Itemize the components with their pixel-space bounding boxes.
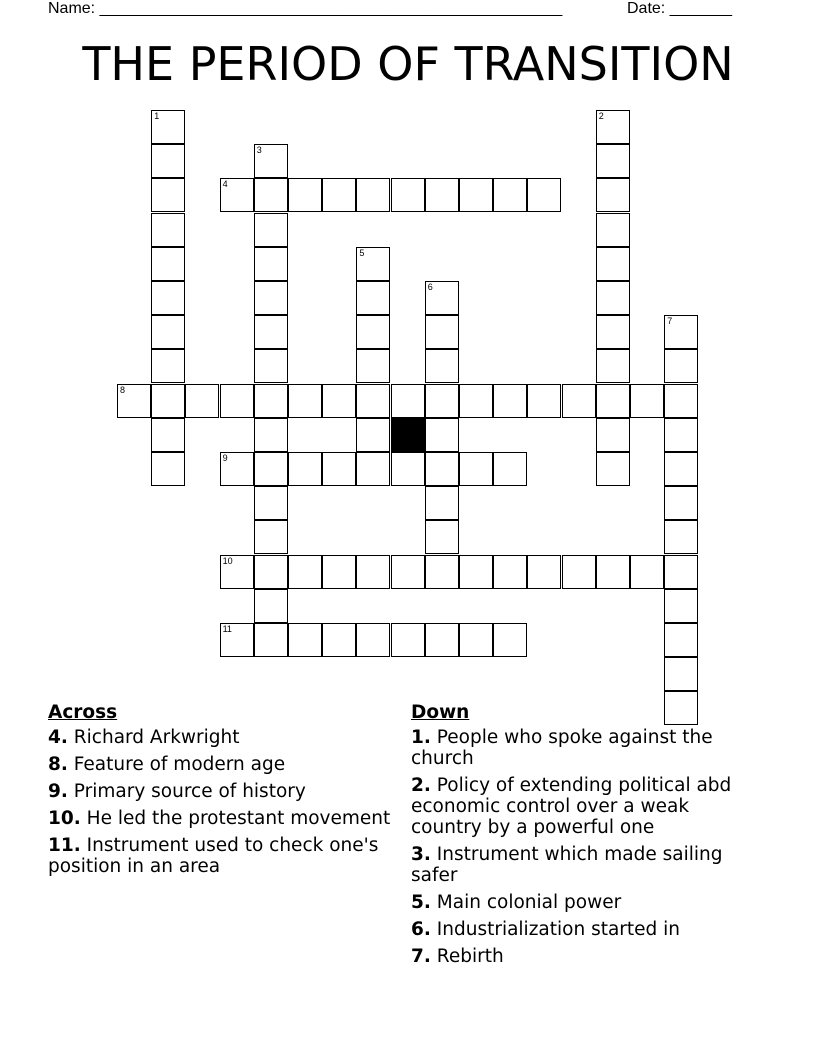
crossword-cell[interactable] xyxy=(664,555,698,589)
crossword-cell[interactable] xyxy=(596,555,630,589)
crossword-cell[interactable] xyxy=(596,281,630,315)
clue-number: 8 xyxy=(120,384,126,395)
crossword-cell[interactable] xyxy=(151,178,185,212)
crossword-cell[interactable] xyxy=(596,213,630,247)
crossword-cell[interactable] xyxy=(151,315,185,349)
crossword-cell[interactable] xyxy=(254,144,288,178)
clue-number: 5 xyxy=(359,247,365,258)
clue-number: 4 xyxy=(222,179,228,190)
crossword-cell[interactable] xyxy=(596,418,630,452)
crossword-cell[interactable] xyxy=(459,555,493,589)
crossword-cell[interactable] xyxy=(425,178,459,212)
clue-down-5: 5. Main colonial power xyxy=(411,892,622,913)
crossword-cell[interactable] xyxy=(254,349,288,383)
down-clues xyxy=(411,702,756,973)
crossword-cell[interactable] xyxy=(596,144,630,178)
crossword-cell[interactable] xyxy=(493,623,527,657)
crossword-cell[interactable] xyxy=(596,384,630,418)
crossword-cell[interactable] xyxy=(322,452,356,486)
crossword-cell[interactable] xyxy=(254,315,288,349)
crossword-cell[interactable] xyxy=(254,418,288,452)
crossword-cell[interactable] xyxy=(322,555,356,589)
crossword-cell[interactable] xyxy=(288,178,322,212)
crossword-cell[interactable] xyxy=(459,452,493,486)
crossword-cell[interactable] xyxy=(664,452,698,486)
crossword-cell[interactable] xyxy=(254,213,288,247)
clue-number: 11 xyxy=(222,624,232,634)
crossword-cell[interactable] xyxy=(425,486,459,520)
crossword-cell[interactable] xyxy=(664,520,698,554)
crossword-cell[interactable] xyxy=(254,555,288,589)
crossword-cell[interactable] xyxy=(356,315,390,349)
crossword-cell[interactable] xyxy=(356,178,390,212)
clue-number: 3 xyxy=(256,145,262,156)
crossword-cell[interactable] xyxy=(391,623,425,657)
crossword-cell[interactable] xyxy=(630,384,664,418)
crossword-cell[interactable] xyxy=(425,623,459,657)
name-field-label: Name: ____________________________________________________ xyxy=(48,0,563,17)
crossword-cell[interactable] xyxy=(322,384,356,418)
crossword-cell[interactable] xyxy=(356,384,390,418)
crossword-cell[interactable] xyxy=(288,384,322,418)
crossword-cell[interactable] xyxy=(151,144,185,178)
crossword-cell[interactable] xyxy=(562,555,596,589)
crossword-cell[interactable] xyxy=(288,623,322,657)
crossword-cell[interactable] xyxy=(596,110,630,144)
clue-down-1: 1. People who spoke against the church xyxy=(411,727,713,769)
crossword-cell[interactable] xyxy=(664,486,698,520)
crossword-cell[interactable] xyxy=(356,349,390,383)
clue-number: 2 xyxy=(598,111,604,121)
crossword-cell[interactable] xyxy=(493,452,527,486)
crossword-cell[interactable] xyxy=(459,384,493,418)
crossword-cell[interactable] xyxy=(664,623,698,657)
crossword-cell[interactable] xyxy=(630,555,664,589)
crossword-cell[interactable] xyxy=(425,281,459,315)
crossword-cell[interactable] xyxy=(254,384,288,418)
crossword-cell[interactable] xyxy=(391,452,425,486)
clue-down-3: 3. Instrument which made sailing safer xyxy=(411,844,723,886)
crossword-cell[interactable] xyxy=(596,349,630,383)
crossword-cell[interactable] xyxy=(151,281,185,315)
crossword-cell[interactable] xyxy=(151,349,185,383)
crossword-cell[interactable] xyxy=(254,520,288,554)
crossword-cell[interactable] xyxy=(596,452,630,486)
clue-number: 7 xyxy=(667,316,673,327)
crossword-cell[interactable] xyxy=(391,384,425,418)
black-square xyxy=(391,418,425,452)
crossword-cell[interactable] xyxy=(664,315,698,349)
crossword-cell[interactable] xyxy=(288,555,322,589)
crossword-cell[interactable] xyxy=(596,247,630,281)
crossword-cell[interactable] xyxy=(220,178,254,212)
crossword-cell[interactable] xyxy=(151,452,185,486)
crossword-cell[interactable] xyxy=(356,247,390,281)
crossword-cell[interactable] xyxy=(664,384,698,418)
crossword-cell[interactable] xyxy=(425,418,459,452)
crossword-cell[interactable] xyxy=(151,247,185,281)
crossword-cell[interactable] xyxy=(527,384,561,418)
crossword-cell[interactable] xyxy=(220,623,254,657)
crossword-cell[interactable] xyxy=(220,384,254,418)
down-heading: Down xyxy=(411,702,470,723)
across-heading: Across xyxy=(48,702,118,723)
crossword-cell[interactable] xyxy=(151,384,185,418)
crossword-cell[interactable] xyxy=(356,623,390,657)
crossword-cell[interactable] xyxy=(254,247,288,281)
crossword-cell[interactable] xyxy=(459,178,493,212)
crossword-cell[interactable] xyxy=(254,623,288,657)
crossword-cell[interactable] xyxy=(425,555,459,589)
crossword-cell[interactable] xyxy=(527,555,561,589)
crossword-cell[interactable] xyxy=(596,178,630,212)
clue-number: 1 xyxy=(154,111,160,121)
crossword-cell[interactable] xyxy=(391,555,425,589)
crossword-cell[interactable] xyxy=(254,178,288,212)
crossword-cell[interactable] xyxy=(254,452,288,486)
crossword-cell[interactable] xyxy=(151,213,185,247)
crossword-cell[interactable] xyxy=(527,178,561,212)
crossword-cell[interactable] xyxy=(391,178,425,212)
clue-across-4: 4. Richard Arkwright xyxy=(48,727,240,748)
clue-number: 6 xyxy=(427,282,433,292)
clue-down-2: 2. Policy of extending political abd economic control over a weak country by a powerful one xyxy=(411,775,732,838)
crossword-cell[interactable] xyxy=(596,315,630,349)
crossword-cell[interactable] xyxy=(254,281,288,315)
crossword-cell[interactable] xyxy=(425,520,459,554)
crossword-cell[interactable] xyxy=(117,384,151,418)
crossword-cell[interactable] xyxy=(220,555,254,589)
crossword-cell[interactable] xyxy=(185,384,219,418)
crossword-cell[interactable] xyxy=(322,178,356,212)
crossword-cell[interactable] xyxy=(425,349,459,383)
crossword-cell[interactable] xyxy=(254,589,288,623)
crossword-cell[interactable] xyxy=(220,452,254,486)
crossword-cell[interactable] xyxy=(425,315,459,349)
crossword-cell[interactable] xyxy=(356,418,390,452)
crossword-cell[interactable] xyxy=(664,349,698,383)
crossword-cell[interactable] xyxy=(151,110,185,144)
crossword-cell[interactable] xyxy=(664,657,698,691)
clue-across-9: 9. Primary source of history xyxy=(48,781,306,802)
crossword-cell[interactable] xyxy=(493,384,527,418)
crossword-cell[interactable] xyxy=(562,384,596,418)
crossword-cell[interactable] xyxy=(425,452,459,486)
clue-across-11: 11. Instrument used to check one's position in an area xyxy=(48,835,379,877)
clue-number: 10 xyxy=(222,555,233,566)
crossword-cell[interactable] xyxy=(459,623,493,657)
crossword-cell[interactable] xyxy=(356,452,390,486)
clue-across-8: 8. Feature of modern age xyxy=(48,754,286,775)
crossword-cell[interactable] xyxy=(254,486,288,520)
crossword-cell[interactable] xyxy=(664,589,698,623)
clue-across-10: 10. He led the protestant movement xyxy=(48,808,391,829)
date-field-label: Date: _______ xyxy=(627,0,732,17)
crossword-cell[interactable] xyxy=(356,555,390,589)
crossword-cell[interactable] xyxy=(288,452,322,486)
clue-down-6: 6. Industrialization started in xyxy=(411,919,681,940)
puzzle-title: THE PERIOD OF TRANSITION xyxy=(82,37,734,91)
across-clues xyxy=(48,702,393,883)
crossword-cell[interactable] xyxy=(425,384,459,418)
crossword-cell[interactable] xyxy=(151,418,185,452)
crossword-cell[interactable] xyxy=(664,418,698,452)
crossword-cell[interactable] xyxy=(493,555,527,589)
crossword-cell[interactable] xyxy=(322,623,356,657)
crossword-cell[interactable] xyxy=(493,178,527,212)
crossword-cell[interactable] xyxy=(356,281,390,315)
clue-down-7: 7. Rebirth xyxy=(411,946,504,967)
clue-number: 9 xyxy=(222,453,228,463)
